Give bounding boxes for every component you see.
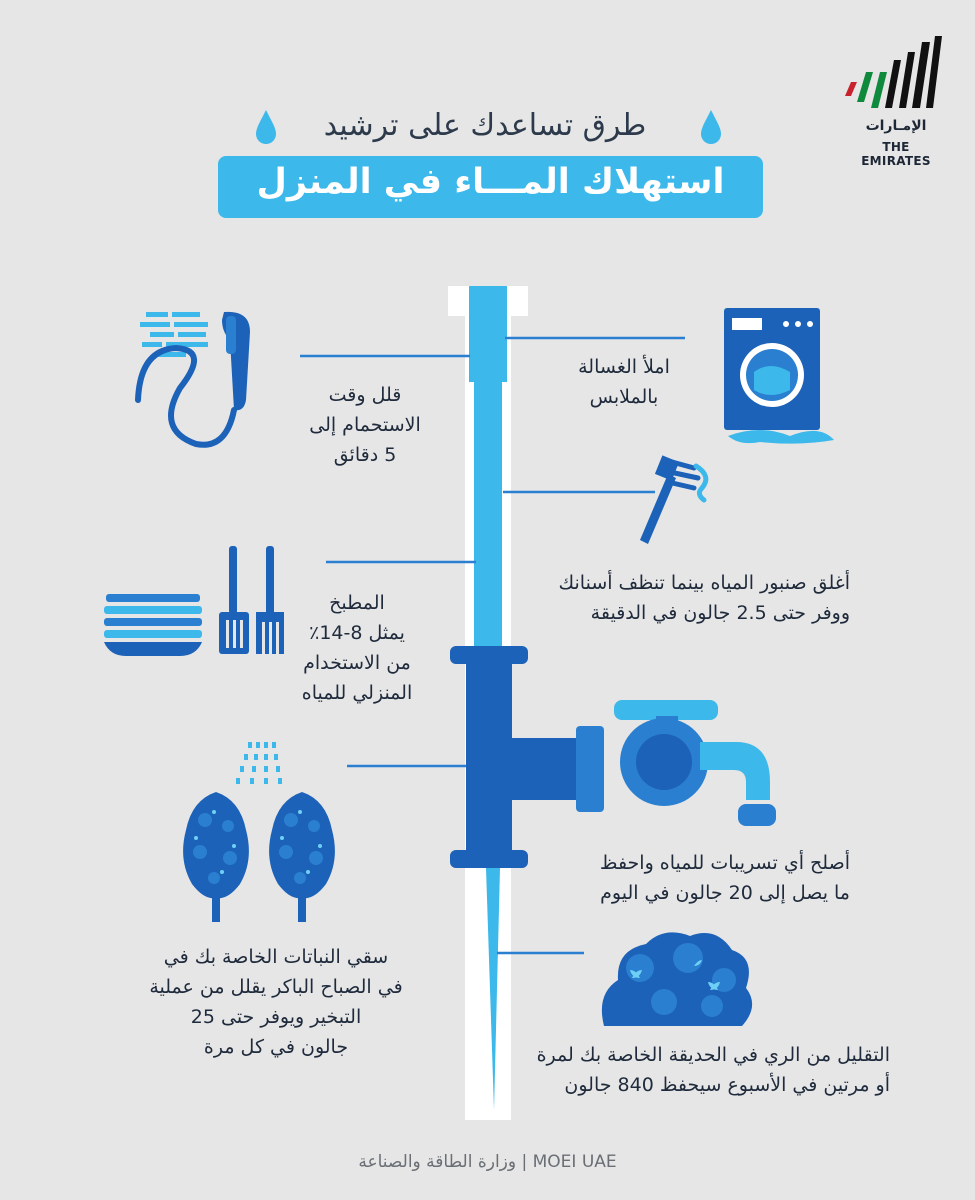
tip-plants-line: سقي النباتات الخاصة بك في: [163, 946, 389, 968]
water-drop-icon: [701, 110, 721, 144]
tip-plants-line: جالون في كل مرة: [203, 1036, 349, 1058]
footer-ministry: وزارة الطاقة والصناعة | MOEI UAE: [358, 1152, 617, 1172]
toothbrush-icon: [640, 455, 706, 544]
tip-shower-line: 5 دقائق: [333, 444, 397, 466]
tip-laundry-line: املأ الغسالة: [578, 356, 670, 378]
tip-plants-line: التبخير ويوفر حتى 25: [190, 1006, 362, 1028]
tree-icon: [269, 792, 335, 922]
tip-kitchen-line: من الاستخدام: [303, 652, 411, 674]
tree-icon: [183, 792, 249, 922]
tip-shower: [300, 380, 430, 470]
washing-machine-icon: [724, 308, 834, 444]
tip-laundry: [560, 352, 688, 412]
tip-leaks-line: ما يصل إلى 20 جالون في اليوم: [600, 882, 850, 904]
logo-english-text: THE EMIRATES: [861, 140, 931, 168]
tip-kitchen: [282, 588, 432, 708]
tip-kitchen-line: المنزلي للمياه: [301, 682, 413, 704]
tip-shower-line: الاستحمام إلى: [309, 414, 421, 436]
tip-leaks-line: أصلح أي تسريبات للمياه واحفظ: [599, 852, 850, 874]
tip-kitchen-line: المطبخ: [329, 592, 385, 614]
title-line-1: طرق تساعدك على ترشيد: [323, 108, 647, 143]
water-drop-icon: [256, 110, 276, 144]
tip-toothbrush-line: ووفر حتى 2.5 جالون في الدقيقة: [590, 602, 850, 624]
plates-icon: [104, 594, 202, 656]
kitchen-utensils-icon: [219, 546, 284, 654]
tip-garden: [480, 1040, 890, 1100]
bush-icon: [602, 932, 752, 1026]
tip-shower-line: قلل وقت: [328, 384, 402, 406]
logo-arabic-text: الإمـارات: [865, 118, 927, 134]
shower-icon: [138, 312, 250, 445]
emirates-logo-icon: [845, 36, 942, 108]
tip-kitchen-line: يمثل 8-14٪: [309, 622, 405, 644]
tip-toothbrush: [505, 568, 850, 628]
sprinkler-drops-icon: [236, 742, 282, 784]
tip-plants: [146, 942, 406, 1062]
tip-garden-line: أو مرتين في الأسبوع سيحفظ 840 جالون: [564, 1074, 890, 1096]
title-line-2: استهلاك المـــاء في المنزل: [256, 162, 725, 202]
tip-laundry-line: بالملابس: [589, 386, 659, 408]
tip-leaks: [536, 848, 850, 908]
tip-garden-line: التقليل من الري في الحديقة الخاصة بك لمرة: [536, 1044, 890, 1066]
tip-toothbrush-line: أغلق صنبور المياه بينما تنظف أسنانك: [558, 572, 850, 594]
faucet-icon: [614, 700, 776, 826]
tip-plants-line: في الصباح الباكر يقلل من عملية: [149, 976, 403, 998]
